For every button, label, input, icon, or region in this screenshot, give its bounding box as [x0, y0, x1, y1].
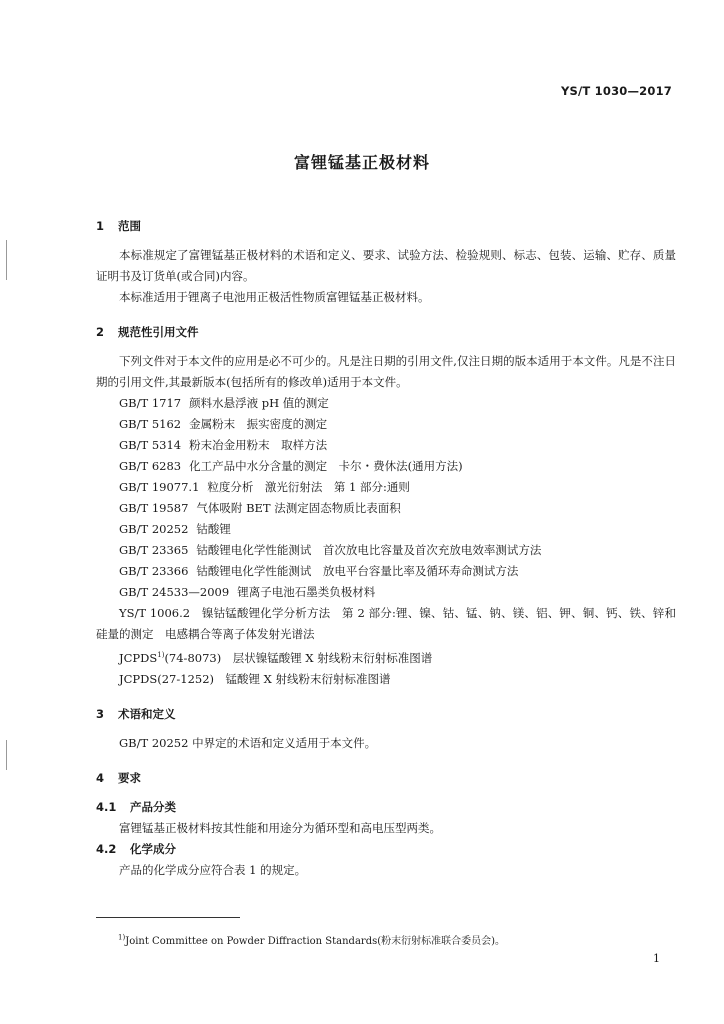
document-body [96, 216, 676, 881]
section-number: 4 [96, 770, 105, 785]
subsection-title: 产品分类 [130, 799, 176, 814]
subsection-number: 4.1 [96, 799, 117, 814]
paragraph: 富锂锰基正极材料按其性能和用途分为循环型和高电压型两类。 [119, 820, 441, 835]
section-title: 要求 [118, 770, 141, 785]
reference-title: 钴酸锂电化学性能测试 放电平台容量比率及循环寿命测试方法 [196, 564, 519, 578]
paragraph: 下列文件对于本文件的应用是必不可少的。凡是注日期的引用文件,仅注日期的版本适用于本文件。凡是不注日期的引用文件,其最新版本(包括所有的修改单)适用于本文件。 [96, 354, 676, 389]
footnote-divider [96, 917, 240, 918]
reference-code: GB/T 5162 [119, 417, 182, 431]
paragraph: 本标准适用于锂离子电池用正极活性物质富锂锰基正极材料。 [119, 290, 430, 304]
reference-item [96, 498, 676, 519]
paragraph: 产品的化学成分应符合表 1 的规定。 [119, 862, 307, 877]
footnote [118, 932, 505, 947]
reference-title: 钴酸锂 [196, 522, 231, 536]
subsection-title: 化学成分 [130, 841, 176, 856]
section-4-heading [96, 768, 676, 789]
reference-item [96, 645, 676, 669]
footnote-text: Joint Committee on Powder Diffraction Standards(粉末衍射标准联合委员会)。 [125, 936, 506, 947]
subsection-4-1-heading [96, 797, 676, 818]
reference-code: GB/T 23366 [119, 564, 189, 578]
reference-code: GB/T 19077.1 [119, 480, 200, 494]
scan-margin-mark [6, 240, 7, 280]
reference-item [96, 435, 676, 456]
standard-code: YS/T 1030—2017 [561, 84, 672, 98]
reference-code: GB/T 19587 [119, 501, 189, 515]
reference-code: GB/T 6283 [119, 459, 182, 473]
reference-item [96, 582, 676, 603]
section-2-heading [96, 322, 676, 343]
section-number: 1 [96, 219, 105, 233]
reference-code: GB/T 1717 [119, 396, 182, 410]
section-title: 范围 [118, 219, 141, 233]
section-3-heading [96, 704, 676, 725]
section-number: 2 [96, 325, 105, 339]
section-number: 3 [96, 706, 105, 721]
reference-code: GB/T 5314 [119, 438, 182, 452]
reference-title: 气体吸附 BET 法测定固态物质比表面积 [196, 501, 401, 515]
paragraph: GB/T 20252 中界定的术语和定义适用于本文件。 [119, 735, 377, 750]
reference-item: JCPDS(27-1252) 锰酸锂 X 射线粉末衍射标准图谱 [119, 671, 391, 686]
reference-title: 粒度分析 激光衍射法 第 1 部分:通则 [207, 480, 410, 494]
page-number: 1 [653, 952, 660, 965]
reference-title: 钴酸锂电化学性能测试 首次放电比容量及首次充放电效率测试方法 [196, 543, 542, 557]
reference-item [96, 414, 676, 435]
paragraph: 本标准规定了富锂锰基正极材料的术语和定义、要求、试验方法、检验规则、标志、包装、运输、贮存、质量证明书及订货单(或合同)内容。 [96, 248, 676, 283]
subsection-number: 4.2 [96, 841, 117, 856]
section-title: 术语和定义 [118, 706, 176, 721]
reference-code: GB/T 23365 [119, 543, 189, 557]
subsection-4-2-heading [96, 839, 676, 860]
reference-title: 锂离子电池石墨类负极材料 [237, 585, 376, 599]
reference-item [96, 477, 676, 498]
reference-title: (74-8073) 层状镍锰酸锂 X 射线粉末衍射标准图谱 [164, 650, 433, 665]
section-title: 规范性引用文件 [118, 325, 199, 339]
reference-title: 颜料水悬浮液 pH 值的测定 [189, 396, 329, 410]
reference-title: 金属粉末 振实密度的测定 [189, 417, 328, 431]
reference-item [96, 561, 676, 582]
section-1-heading [96, 216, 676, 237]
reference-title: 粉末冶金用粉末 取样方法 [189, 438, 328, 452]
reference-item-long: YS/T 1006.2 镍钴锰酸锂化学分析方法 第 2 部分:锂、镍、钴、锰、钠、镁、铝、钾、铜、钙、铁、锌和硅量的测定 电感耦合等离子体发射光谱法 [96, 606, 676, 641]
reference-title: 化工产品中水分含量的测定 卡尔・费休法(通用方法) [189, 459, 463, 473]
footnote-marker: 1) [118, 933, 126, 942]
reference-code: JCPDS [119, 650, 158, 665]
reference-code: GB/T 24533—2009 [119, 585, 230, 599]
reference-item [96, 456, 676, 477]
reference-code: GB/T 20252 [119, 522, 189, 536]
reference-item [96, 393, 676, 414]
document-title: 富锂锰基正极材料 [293, 153, 430, 172]
footnote-marker: 1) [157, 651, 165, 659]
scan-margin-mark [6, 740, 7, 770]
reference-item [96, 540, 676, 561]
reference-item [96, 519, 676, 540]
